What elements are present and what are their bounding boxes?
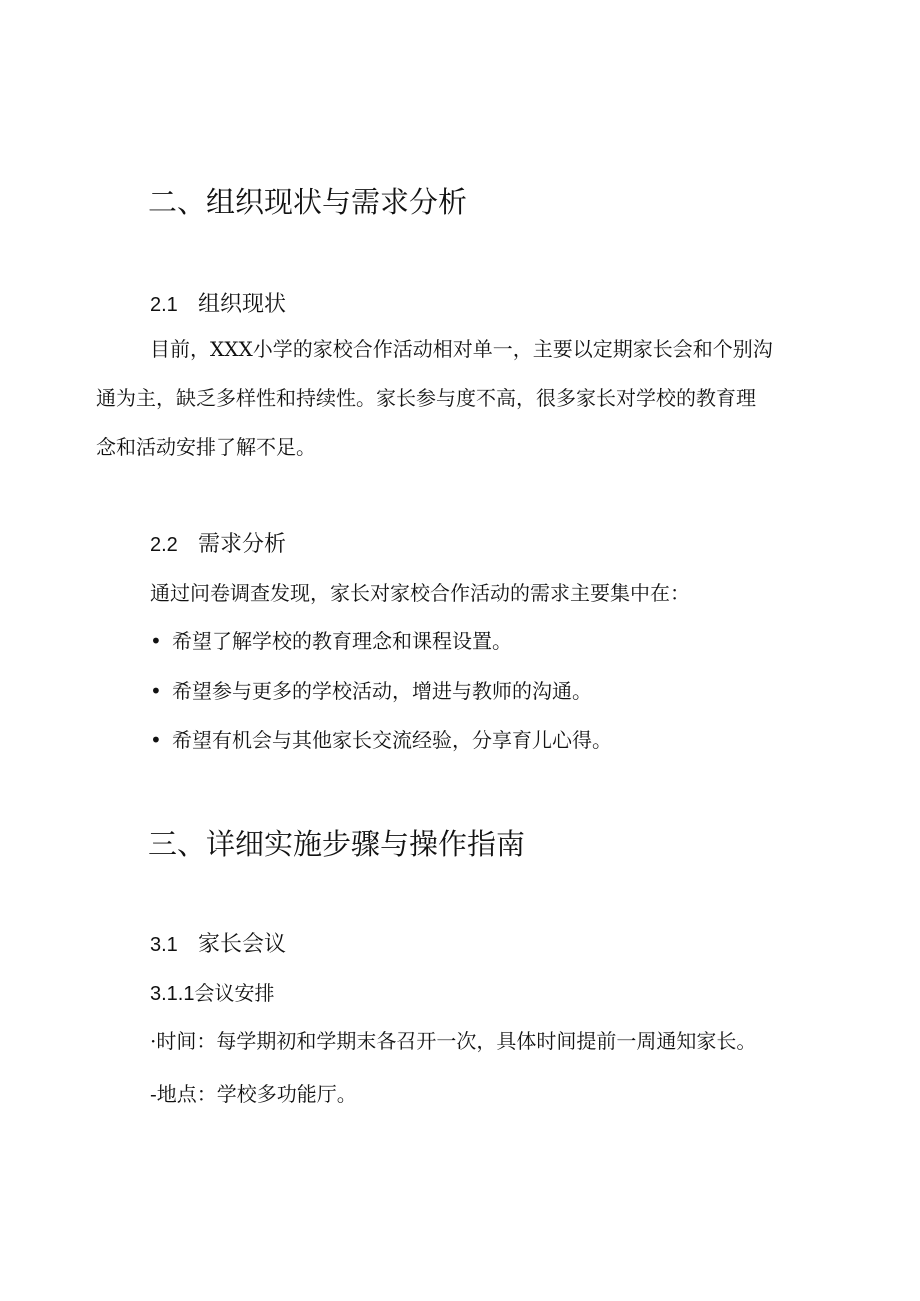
subsubsection-title: 会议安排 <box>194 981 275 1005</box>
subsection-title: 家长会议 <box>198 932 287 957</box>
subsection-number: 2.1 <box>150 294 178 316</box>
section-3-heading: 三、详细实施步骤与操作指南 <box>148 827 526 861</box>
subsection-2-2-heading <box>150 527 286 558</box>
list-item-text: 时间：每学期初和学期末各召开一次，具体时间提前一周通知家长。 <box>156 1029 757 1053</box>
item-marker: · <box>150 1029 157 1053</box>
section-2-heading: 二、组织现状与需求分析 <box>148 185 468 219</box>
list-item-text: 希望有机会与其他家长交流经验，分享育儿心得。 <box>172 728 612 752</box>
list-item <box>150 675 592 704</box>
bullet-icon: • <box>150 629 162 653</box>
subsection-3-1-heading <box>150 927 286 958</box>
bullet-icon: • <box>150 728 162 752</box>
list-item <box>150 1025 756 1054</box>
subsection-title: 组织现状 <box>198 292 287 317</box>
paragraph-line: 目前，XXX小学的家校合作活动相对单一，主要以定期家长会和个别沟 <box>150 337 773 361</box>
bullet-icon: • <box>150 679 162 703</box>
subsubsection-number: 3.1.1 <box>150 983 195 1005</box>
paragraph-line: 通为主，缺乏多样性和持续性。家长参与度不高，很多家长对学校的教育理 <box>96 386 756 410</box>
list-item <box>150 724 612 753</box>
paragraph-line: 念和活动安排了解不足。 <box>96 435 316 459</box>
list-item <box>150 625 512 654</box>
list-item-text: 地点：学校多功能厅。 <box>156 1082 357 1106</box>
subsection-title: 需求分析 <box>198 532 287 557</box>
list-item <box>150 1078 357 1107</box>
list-item-text: 希望了解学校的教育理念和课程设置。 <box>172 629 512 653</box>
subsection-2-1-heading <box>150 287 286 318</box>
subsubsection-3-1-1-heading <box>150 977 274 1006</box>
needs-intro: 通过问卷调查发现，家长对家校合作活动的需求主要集中在： <box>150 581 690 605</box>
subsection-number: 2.2 <box>150 534 178 556</box>
subsection-number: 3.1 <box>150 934 178 956</box>
item-marker: - <box>150 1082 157 1106</box>
list-item-text: 希望参与更多的学校活动，增进与教师的沟通。 <box>172 679 592 703</box>
